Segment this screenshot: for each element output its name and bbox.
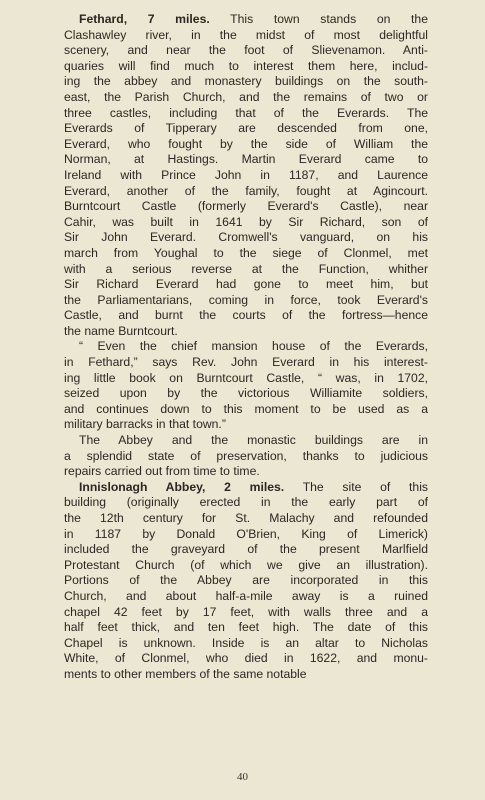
text-run: east, the Parish Church, and the remains of two or <box>64 89 428 104</box>
text-run: three castles, including that of the Everards. The <box>64 105 428 120</box>
text-line <box>64 168 428 184</box>
text-line <box>64 90 428 106</box>
text-line <box>64 449 428 465</box>
text-run: Everard, another of the family, fought at Agincourt. <box>64 183 428 198</box>
text-run: march from Youghal to the siege of Clonmel, met <box>64 245 428 260</box>
text-run: Protestant Church (of which we give an illustration). <box>64 557 428 572</box>
text-run: Castle, and burnt the courts of the fortress—hence <box>64 308 428 323</box>
text-line <box>64 277 428 293</box>
text-run: and continues down to this moment to be used as a <box>64 401 428 416</box>
text-line <box>64 339 428 355</box>
text-run: half feet thick, and ten feet high. The date of this <box>64 620 428 635</box>
text-run: Burntcourt Castle (formerly Everard's Castle), near <box>64 199 428 214</box>
text-line <box>64 262 428 278</box>
text-line <box>64 59 428 75</box>
text-line <box>64 184 428 200</box>
text-line <box>64 43 428 59</box>
text-run: Clashawley river, in the midst of most delightful <box>64 27 428 42</box>
text-run: The Abbey and the monastic buildings are in <box>79 433 428 448</box>
text-run: Everard, who fought by the side of William the <box>64 136 428 151</box>
text-line <box>64 293 428 309</box>
section-heading: Fethard, 7 miles. <box>79 12 210 26</box>
paragraph <box>64 12 428 339</box>
text-run: This town stands on the <box>209 12 428 26</box>
text-run: Cahir, was built in 1641 by Sir Richard, son of <box>64 214 428 229</box>
text-line <box>64 402 428 418</box>
text-run: ing the abbey and monastery buildings on the south- <box>64 74 428 89</box>
text-run: “ Even the chief mansion house of the Everards, <box>79 339 428 354</box>
text-run: Sir Richard Everard had gone to meet him, but <box>64 277 428 292</box>
text-line <box>64 371 428 387</box>
text-run: repairs carried out from time to time. <box>64 464 260 479</box>
text-run: Church, and about half-a-mile away is a ruined <box>64 588 428 603</box>
text-line <box>64 355 428 371</box>
text-run: the 12th century for St. Malachy and refounded <box>64 511 428 525</box>
text-line <box>64 558 428 574</box>
text-line <box>64 12 428 28</box>
text-line <box>64 527 428 543</box>
paragraph <box>64 339 428 433</box>
text-line <box>64 215 428 231</box>
text-line <box>64 511 428 527</box>
text-run: ments to other members of the same notable <box>64 666 307 681</box>
text-run: military barracks in that town.” <box>64 417 226 432</box>
text-line <box>64 74 428 90</box>
text-run: Everards of Tipperary are descended from one, <box>64 121 428 136</box>
text-run: a splendid state of preservation, thanks to judicious <box>64 448 428 463</box>
text-line <box>64 121 428 137</box>
text-line <box>64 386 428 402</box>
text-line <box>64 542 428 558</box>
text-line <box>64 495 428 511</box>
text-run: included the graveyard of the present Marlfield <box>64 542 428 557</box>
text-run: in 1187 by Donald O'Brien, King of Limerick) <box>64 526 428 541</box>
text-run: Sir John Everard. Cromwell's vanguard, on his <box>64 230 428 245</box>
text-run: Norman, at Hastings. Martin Everard came to <box>64 152 428 167</box>
section-heading: Innislonagh Abbey, 2 miles. <box>79 479 285 494</box>
text-line <box>64 152 428 168</box>
text-line <box>64 636 428 652</box>
text-line <box>64 480 428 496</box>
text-line <box>64 433 428 449</box>
text-line <box>64 417 428 433</box>
text-line <box>64 589 428 605</box>
text-line <box>64 199 428 215</box>
page-number: 40 <box>237 771 248 783</box>
text-line <box>64 620 428 636</box>
text-line <box>64 667 428 683</box>
text-line <box>64 573 428 589</box>
text-run: quaries will find much to interest them here, includ- <box>64 58 428 73</box>
text-run: with a serious reverse at the Function, whither <box>64 261 428 276</box>
text-run: Chapel is unknown. Inside is an altar to Nicholas <box>64 635 428 650</box>
text-line <box>64 605 428 621</box>
text-run: Portions of the Abbey are incorporated in this <box>64 573 428 588</box>
text-run: The site of this <box>284 479 428 494</box>
text-run: building (originally erected in the early part of <box>64 495 428 510</box>
text-run: scenery, and near the foot of Slievenamon. Anti- <box>64 43 428 58</box>
text-run: Ireland with Prince John in 1187, and Laurence <box>64 167 428 182</box>
text-run: seized upon by the victorious Williamite soldiers, <box>64 386 428 401</box>
text-run: chapel 42 feet by 17 feet, with walls three and a <box>64 604 428 619</box>
text-run: the name Burntcourt. <box>64 323 178 338</box>
text-run: White, of Clonmel, who died in 1622, and monu- <box>64 651 428 666</box>
text-line <box>64 106 428 122</box>
text-line <box>64 230 428 246</box>
text-line <box>64 464 428 480</box>
text-run: ing little book on Burntcourt Castle, “ was, in 1702, <box>64 370 428 385</box>
text-run: the Parliamentarians, coming in force, took Everard's <box>64 292 428 307</box>
text-line <box>64 324 428 340</box>
text-line <box>64 28 428 44</box>
text-line <box>64 308 428 324</box>
text-run: in Fethard,” says Rev. John Everard in his interest- <box>64 355 428 370</box>
paragraph <box>64 480 428 683</box>
text-line <box>64 137 428 153</box>
text-line <box>64 651 428 667</box>
body-text <box>64 12 428 683</box>
paragraph <box>64 433 428 480</box>
text-line <box>64 246 428 262</box>
